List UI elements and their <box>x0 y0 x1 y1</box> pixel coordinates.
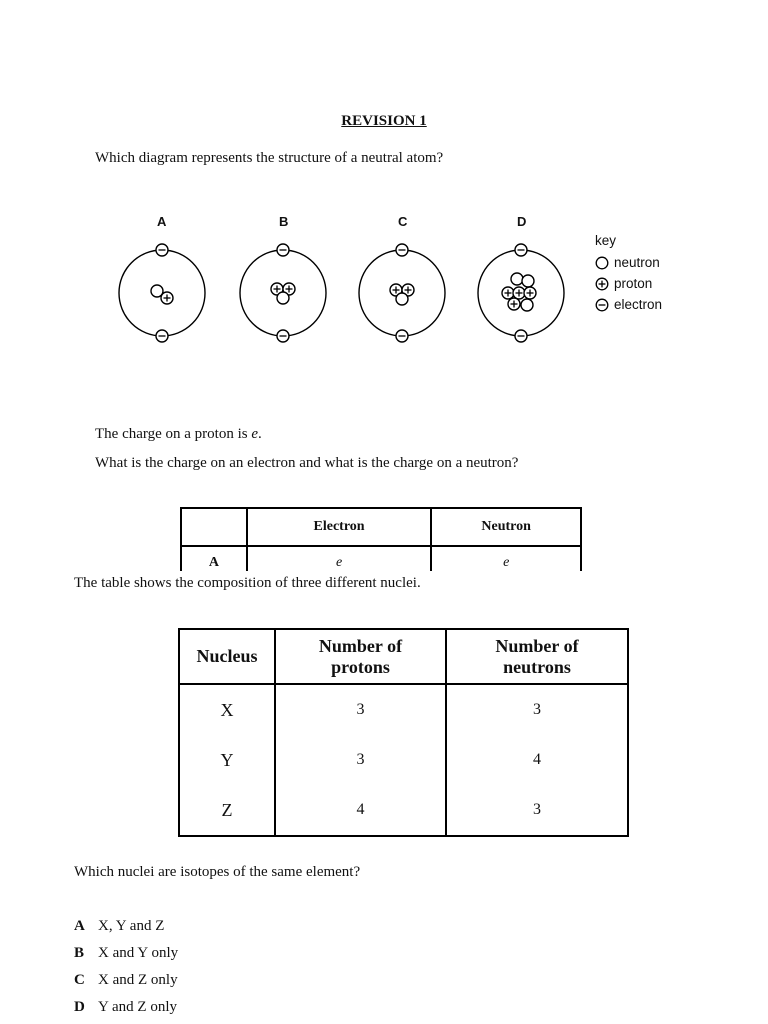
nuclei-column-protons <box>275 684 446 836</box>
nuclei-table-header-cell: Number of neutrons <box>446 629 628 684</box>
diagram-label-b: B <box>279 214 289 229</box>
nuclei-cell: Z <box>221 800 233 820</box>
atom-d <box>478 244 564 342</box>
nuclei-cell: 4 <box>533 751 541 768</box>
key-electron-label: electron <box>614 297 663 312</box>
key-electron <box>595 294 662 315</box>
charge-table-header-cell <box>181 508 247 546</box>
charge-table-header <box>181 508 581 546</box>
option-b[interactable] <box>74 945 178 962</box>
page-title: REVISION 1 <box>341 113 427 129</box>
table-row <box>179 684 628 836</box>
charge-table-header-cell: Neutron <box>431 508 581 546</box>
nuclei-cell: 3 <box>533 701 541 718</box>
nuclei-cell: 3 <box>356 751 365 768</box>
atom-a <box>119 244 205 342</box>
option-letter: C <box>74 972 85 988</box>
question-2-line-2: What is the charge on an electron and what is the charge on a neutron? <box>95 455 519 471</box>
key-neutron-label: neutron <box>614 255 660 270</box>
electron-icon <box>595 298 609 312</box>
option-text: X and Z only <box>98 972 178 988</box>
proton-icon <box>595 277 609 291</box>
key-proton-label: proton <box>614 276 653 291</box>
option-a[interactable] <box>74 918 164 935</box>
option-d[interactable] <box>74 999 177 1016</box>
nuclei-table-header <box>179 629 628 684</box>
key-title: key <box>595 233 617 248</box>
diagram-label-a: A <box>157 214 167 229</box>
charge-table <box>180 507 582 571</box>
table-row <box>181 546 581 571</box>
key-proton <box>595 273 662 294</box>
option-text: X and Y only <box>98 945 179 961</box>
charge-table-cell: e <box>247 546 432 571</box>
q2-line1-suffix: . <box>258 426 262 442</box>
option-letter: A <box>74 918 85 934</box>
question-2-line-1 <box>95 426 262 443</box>
question-3-text: The table shows the composition of three different nuclei. <box>74 575 421 591</box>
nuclei-column-nucleus <box>179 684 275 836</box>
question-3-prompt: Which nuclei are isotopes of the same element? <box>74 864 361 880</box>
option-letter: B <box>74 945 85 961</box>
nuclei-table <box>178 628 629 837</box>
option-c[interactable] <box>74 972 178 989</box>
nuclei-cell: 4 <box>356 801 365 818</box>
diagram-key <box>595 233 662 315</box>
atom-c <box>359 244 445 342</box>
diagram-label-c: C <box>398 214 408 229</box>
atom-b <box>240 244 326 342</box>
nuclei-column-neutrons <box>446 684 628 836</box>
option-text: Y and Z only <box>98 999 178 1015</box>
charge-table-header-cell: Electron <box>247 508 432 546</box>
diagram-label-d: D <box>517 214 527 229</box>
nuclei-table-header-cell: Number of protons <box>275 629 446 684</box>
key-neutron <box>595 252 662 273</box>
question-1-text: Which diagram represents the structure of a neutral atom? <box>95 150 444 166</box>
q2-line1-var: e <box>251 426 259 442</box>
nuclei-cell: 3 <box>533 801 541 818</box>
nuclei-cell: Y <box>220 750 234 770</box>
nuclei-cell: 3 <box>356 701 365 718</box>
option-letter: D <box>74 999 85 1015</box>
charge-table-cell: e <box>431 546 581 571</box>
atom-diagrams <box>100 240 580 350</box>
charge-table-clip <box>180 507 582 571</box>
nuclei-table-header-cell: Nucleus <box>179 629 275 684</box>
nuclei-cell: X <box>220 700 234 720</box>
neutron-icon <box>595 256 609 270</box>
option-text: X, Y and Z <box>98 918 165 934</box>
charge-table-cell: A <box>181 546 247 571</box>
q2-line1-prefix: The charge on a proton is <box>95 426 252 442</box>
